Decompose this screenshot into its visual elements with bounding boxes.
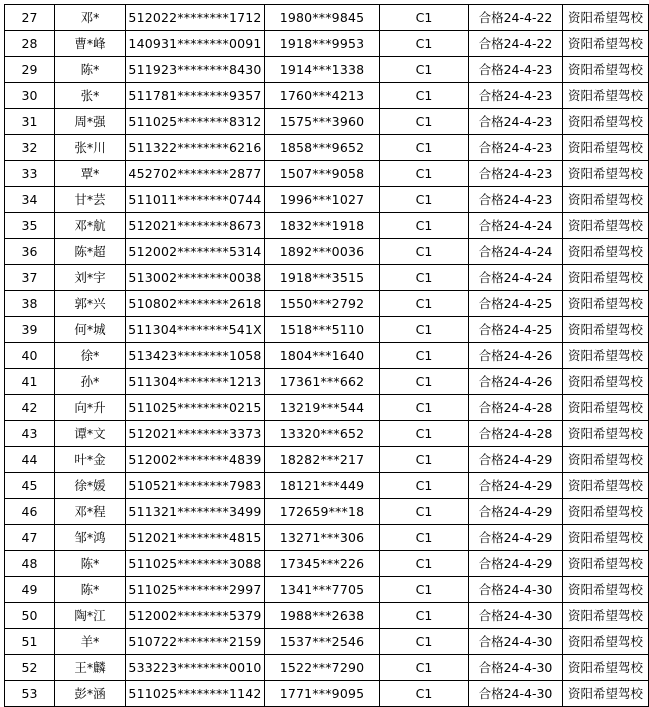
phone-cell[interactable]: 1522***7290 [265, 655, 380, 681]
license-class-cell[interactable]: C1 [380, 499, 469, 525]
phone-cell[interactable]: 1858***9652 [265, 135, 380, 161]
phone-cell[interactable]: 13219***544 [265, 395, 380, 421]
table-row [5, 343, 649, 369]
id-number-cell[interactable]: 512002********5314 [126, 239, 265, 265]
license-class-cell[interactable]: C1 [380, 109, 469, 135]
school-cell[interactable]: 资阳希望驾校 [563, 83, 649, 109]
table-row [5, 473, 649, 499]
school-cell[interactable]: 资阳希望驾校 [563, 161, 649, 187]
phone-cell[interactable]: 1918***9953 [265, 31, 380, 57]
license-class-cell[interactable]: C1 [380, 161, 469, 187]
name-cell[interactable]: 王*麟 [55, 655, 126, 681]
row-number-cell[interactable]: 38 [5, 291, 55, 317]
school-cell[interactable]: 资阳希望驾校 [563, 421, 649, 447]
id-number-cell[interactable]: 511322********6216 [126, 135, 265, 161]
license-class-cell[interactable]: C1 [380, 551, 469, 577]
license-class-cell[interactable]: C1 [380, 369, 469, 395]
name-cell[interactable]: 陈*超 [55, 239, 126, 265]
phone-cell[interactable]: 1760***4213 [265, 83, 380, 109]
phone-cell[interactable]: 1832***1918 [265, 213, 380, 239]
id-number-cell[interactable]: 511025********2997 [126, 577, 265, 603]
name-cell[interactable]: 陈* [55, 57, 126, 83]
phone-cell[interactable]: 13271***306 [265, 525, 380, 551]
id-number-cell[interactable]: 511025********8312 [126, 109, 265, 135]
name-cell[interactable]: 叶*金 [55, 447, 126, 473]
row-number-cell[interactable]: 51 [5, 629, 55, 655]
school-cell[interactable]: 资阳希望驾校 [563, 31, 649, 57]
id-number-cell[interactable]: 511304********1213 [126, 369, 265, 395]
table-row [5, 83, 649, 109]
result-cell[interactable]: 合格24-4-29 [469, 499, 563, 525]
table-row [5, 525, 649, 551]
phone-cell[interactable]: 1892***0036 [265, 239, 380, 265]
name-cell[interactable]: 陈* [55, 577, 126, 603]
name-cell[interactable]: 陶*江 [55, 603, 126, 629]
id-number-cell[interactable]: 512002********5379 [126, 603, 265, 629]
id-number-cell[interactable]: 512021********3373 [126, 421, 265, 447]
license-class-cell[interactable]: C1 [380, 421, 469, 447]
table-row [5, 187, 649, 213]
name-cell[interactable]: 甘*芸 [55, 187, 126, 213]
school-cell[interactable]: 资阳希望驾校 [563, 629, 649, 655]
school-cell[interactable]: 资阳希望驾校 [563, 395, 649, 421]
name-cell[interactable]: 郭*兴 [55, 291, 126, 317]
name-cell[interactable]: 向*升 [55, 395, 126, 421]
table-row [5, 499, 649, 525]
id-number-cell[interactable]: 510521********7983 [126, 473, 265, 499]
phone-cell[interactable]: 17361***662 [265, 369, 380, 395]
license-class-cell[interactable]: C1 [380, 239, 469, 265]
table-row [5, 629, 649, 655]
license-class-cell[interactable]: C1 [380, 5, 469, 31]
table-row [5, 57, 649, 83]
result-cell[interactable]: 合格24-4-22 [469, 31, 563, 57]
row-number-cell[interactable]: 28 [5, 31, 55, 57]
result-cell[interactable]: 合格24-4-23 [469, 187, 563, 213]
phone-cell[interactable]: 1980***9845 [265, 5, 380, 31]
phone-cell[interactable]: 1537***2546 [265, 629, 380, 655]
result-cell[interactable]: 合格24-4-25 [469, 317, 563, 343]
row-number-cell[interactable]: 39 [5, 317, 55, 343]
license-class-cell[interactable]: C1 [380, 317, 469, 343]
id-number-cell[interactable]: 513423********1058 [126, 343, 265, 369]
row-number-cell[interactable]: 36 [5, 239, 55, 265]
school-cell[interactable]: 资阳希望驾校 [563, 447, 649, 473]
school-cell[interactable]: 资阳希望驾校 [563, 473, 649, 499]
license-class-cell[interactable]: C1 [380, 265, 469, 291]
row-number-cell[interactable]: 31 [5, 109, 55, 135]
table-row [5, 109, 649, 135]
id-number-cell[interactable]: 511011********0744 [126, 187, 265, 213]
phone-cell[interactable]: 1918***3515 [265, 265, 380, 291]
results-table-body [5, 5, 649, 707]
license-class-cell[interactable]: C1 [380, 525, 469, 551]
id-number-cell[interactable]: 510802********2618 [126, 291, 265, 317]
id-number-cell[interactable]: 533223********0010 [126, 655, 265, 681]
name-cell[interactable]: 邹*鸿 [55, 525, 126, 551]
row-number-cell[interactable]: 42 [5, 395, 55, 421]
result-cell[interactable]: 合格24-4-23 [469, 57, 563, 83]
row-number-cell[interactable]: 47 [5, 525, 55, 551]
result-cell[interactable]: 合格24-4-28 [469, 421, 563, 447]
name-cell[interactable]: 周*强 [55, 109, 126, 135]
table-row [5, 421, 649, 447]
result-cell[interactable]: 合格24-4-22 [469, 5, 563, 31]
school-cell[interactable]: 资阳希望驾校 [563, 239, 649, 265]
table-row [5, 681, 649, 707]
license-class-cell[interactable]: C1 [380, 655, 469, 681]
table-row [5, 291, 649, 317]
phone-cell[interactable]: 18121***449 [265, 473, 380, 499]
result-cell[interactable]: 合格24-4-23 [469, 83, 563, 109]
school-cell[interactable]: 资阳希望驾校 [563, 291, 649, 317]
table-row [5, 239, 649, 265]
table-row [5, 655, 649, 681]
id-number-cell[interactable]: 511321********3499 [126, 499, 265, 525]
phone-cell[interactable]: 172659***18 [265, 499, 380, 525]
table-row [5, 317, 649, 343]
name-cell[interactable]: 张*川 [55, 135, 126, 161]
row-number-cell[interactable]: 53 [5, 681, 55, 707]
school-cell[interactable]: 资阳希望驾校 [563, 265, 649, 291]
phone-cell[interactable]: 1988***2638 [265, 603, 380, 629]
table-row [5, 5, 649, 31]
license-class-cell[interactable]: C1 [380, 343, 469, 369]
row-number-cell[interactable]: 27 [5, 5, 55, 31]
license-class-cell[interactable]: C1 [380, 213, 469, 239]
phone-cell[interactable]: 13320***652 [265, 421, 380, 447]
name-cell[interactable]: 徐*媛 [55, 473, 126, 499]
school-cell[interactable]: 资阳希望驾校 [563, 499, 649, 525]
license-class-cell[interactable]: C1 [380, 83, 469, 109]
result-cell[interactable]: 合格24-4-23 [469, 135, 563, 161]
name-cell[interactable]: 谭*文 [55, 421, 126, 447]
phone-cell[interactable]: 1550***2792 [265, 291, 380, 317]
result-cell[interactable]: 合格24-4-24 [469, 265, 563, 291]
license-class-cell[interactable]: C1 [380, 681, 469, 707]
result-cell[interactable]: 合格24-4-30 [469, 629, 563, 655]
row-number-cell[interactable]: 32 [5, 135, 55, 161]
id-number-cell[interactable]: 513002********0038 [126, 265, 265, 291]
table-row [5, 603, 649, 629]
table-row [5, 577, 649, 603]
row-number-cell[interactable]: 30 [5, 83, 55, 109]
license-class-cell[interactable]: C1 [380, 291, 469, 317]
row-number-cell[interactable]: 50 [5, 603, 55, 629]
table-row [5, 395, 649, 421]
license-class-cell[interactable]: C1 [380, 57, 469, 83]
result-cell[interactable]: 合格24-4-29 [469, 473, 563, 499]
school-cell[interactable]: 资阳希望驾校 [563, 369, 649, 395]
school-cell[interactable]: 资阳希望驾校 [563, 577, 649, 603]
license-class-cell[interactable]: C1 [380, 187, 469, 213]
row-number-cell[interactable]: 33 [5, 161, 55, 187]
result-cell[interactable]: 合格24-4-29 [469, 525, 563, 551]
phone-cell[interactable]: 1996***1027 [265, 187, 380, 213]
license-class-cell[interactable]: C1 [380, 473, 469, 499]
name-cell[interactable]: 邓*航 [55, 213, 126, 239]
name-cell[interactable]: 彭*涵 [55, 681, 126, 707]
phone-cell[interactable]: 18282***217 [265, 447, 380, 473]
table-row [5, 161, 649, 187]
result-cell[interactable]: 合格24-4-28 [469, 395, 563, 421]
school-cell[interactable]: 资阳希望驾校 [563, 5, 649, 31]
row-number-cell[interactable]: 48 [5, 551, 55, 577]
result-cell[interactable]: 合格24-4-26 [469, 369, 563, 395]
license-class-cell[interactable]: C1 [380, 629, 469, 655]
phone-cell[interactable]: 1771***9095 [265, 681, 380, 707]
result-cell[interactable]: 合格24-4-29 [469, 447, 563, 473]
school-cell[interactable]: 资阳希望驾校 [563, 57, 649, 83]
table-row [5, 447, 649, 473]
id-number-cell[interactable]: 512021********8673 [126, 213, 265, 239]
license-class-cell[interactable]: C1 [380, 577, 469, 603]
name-cell[interactable]: 邓*程 [55, 499, 126, 525]
license-class-cell[interactable]: C1 [380, 447, 469, 473]
name-cell[interactable]: 陈* [55, 551, 126, 577]
row-number-cell[interactable]: 34 [5, 187, 55, 213]
row-number-cell[interactable]: 29 [5, 57, 55, 83]
phone-cell[interactable]: 17345***226 [265, 551, 380, 577]
school-cell[interactable]: 资阳希望驾校 [563, 343, 649, 369]
id-number-cell[interactable]: 511781********9357 [126, 83, 265, 109]
table-row [5, 369, 649, 395]
row-number-cell[interactable]: 52 [5, 655, 55, 681]
name-cell[interactable]: 邓* [55, 5, 126, 31]
table-row [5, 265, 649, 291]
result-cell[interactable]: 合格24-4-30 [469, 681, 563, 707]
phone-cell[interactable]: 1341***7705 [265, 577, 380, 603]
results-table [4, 4, 649, 707]
school-cell[interactable]: 资阳希望驾校 [563, 525, 649, 551]
id-number-cell[interactable]: 510722********2159 [126, 629, 265, 655]
school-cell[interactable]: 资阳希望驾校 [563, 681, 649, 707]
school-cell[interactable]: 资阳希望驾校 [563, 213, 649, 239]
row-number-cell[interactable]: 35 [5, 213, 55, 239]
phone-cell[interactable]: 1575***3960 [265, 109, 380, 135]
id-number-cell[interactable]: 511025********0215 [126, 395, 265, 421]
result-cell[interactable]: 合格24-4-30 [469, 577, 563, 603]
id-number-cell[interactable]: 512002********4839 [126, 447, 265, 473]
name-cell[interactable]: 羊* [55, 629, 126, 655]
row-number-cell[interactable]: 40 [5, 343, 55, 369]
school-cell[interactable]: 资阳希望驾校 [563, 551, 649, 577]
name-cell[interactable]: 覃* [55, 161, 126, 187]
id-number-cell[interactable]: 512021********4815 [126, 525, 265, 551]
row-number-cell[interactable]: 45 [5, 473, 55, 499]
license-class-cell[interactable]: C1 [380, 603, 469, 629]
id-number-cell[interactable]: 511025********1142 [126, 681, 265, 707]
phone-cell[interactable]: 1518***5110 [265, 317, 380, 343]
school-cell[interactable]: 资阳希望驾校 [563, 317, 649, 343]
school-cell[interactable]: 资阳希望驾校 [563, 135, 649, 161]
id-number-cell[interactable]: 511304********541X [126, 317, 265, 343]
row-number-cell[interactable]: 44 [5, 447, 55, 473]
row-number-cell[interactable]: 46 [5, 499, 55, 525]
phone-cell[interactable]: 1804***1640 [265, 343, 380, 369]
id-number-cell[interactable]: 452702********2877 [126, 161, 265, 187]
row-number-cell[interactable]: 49 [5, 577, 55, 603]
school-cell[interactable]: 资阳希望驾校 [563, 603, 649, 629]
id-number-cell[interactable]: 511025********3088 [126, 551, 265, 577]
phone-cell[interactable]: 1507***9058 [265, 161, 380, 187]
license-class-cell[interactable]: C1 [380, 135, 469, 161]
result-cell[interactable]: 合格24-4-26 [469, 343, 563, 369]
result-cell[interactable]: 合格24-4-29 [469, 551, 563, 577]
row-number-cell[interactable]: 41 [5, 369, 55, 395]
id-number-cell[interactable]: 512022********1712 [126, 5, 265, 31]
result-cell[interactable]: 合格24-4-30 [469, 655, 563, 681]
result-cell[interactable]: 合格24-4-25 [469, 291, 563, 317]
id-number-cell[interactable]: 511923********8430 [126, 57, 265, 83]
school-cell[interactable]: 资阳希望驾校 [563, 187, 649, 213]
table-row [5, 213, 649, 239]
license-class-cell[interactable]: C1 [380, 31, 469, 57]
table-row [5, 551, 649, 577]
result-cell[interactable]: 合格24-4-30 [469, 603, 563, 629]
name-cell[interactable]: 孙* [55, 369, 126, 395]
result-cell[interactable]: 合格24-4-24 [469, 213, 563, 239]
name-cell[interactable]: 何*城 [55, 317, 126, 343]
name-cell[interactable]: 曹*峰 [55, 31, 126, 57]
name-cell[interactable]: 刘*宇 [55, 265, 126, 291]
phone-cell[interactable]: 1914***1338 [265, 57, 380, 83]
result-cell[interactable]: 合格24-4-23 [469, 161, 563, 187]
license-class-cell[interactable]: C1 [380, 395, 469, 421]
table-row [5, 135, 649, 161]
name-cell[interactable]: 徐* [55, 343, 126, 369]
school-cell[interactable]: 资阳希望驾校 [563, 655, 649, 681]
school-cell[interactable]: 资阳希望驾校 [563, 109, 649, 135]
table-row [5, 31, 649, 57]
name-cell[interactable]: 张* [55, 83, 126, 109]
row-number-cell[interactable]: 37 [5, 265, 55, 291]
row-number-cell[interactable]: 43 [5, 421, 55, 447]
result-cell[interactable]: 合格24-4-24 [469, 239, 563, 265]
result-cell[interactable]: 合格24-4-23 [469, 109, 563, 135]
id-number-cell[interactable]: 140931********0091 [126, 31, 265, 57]
